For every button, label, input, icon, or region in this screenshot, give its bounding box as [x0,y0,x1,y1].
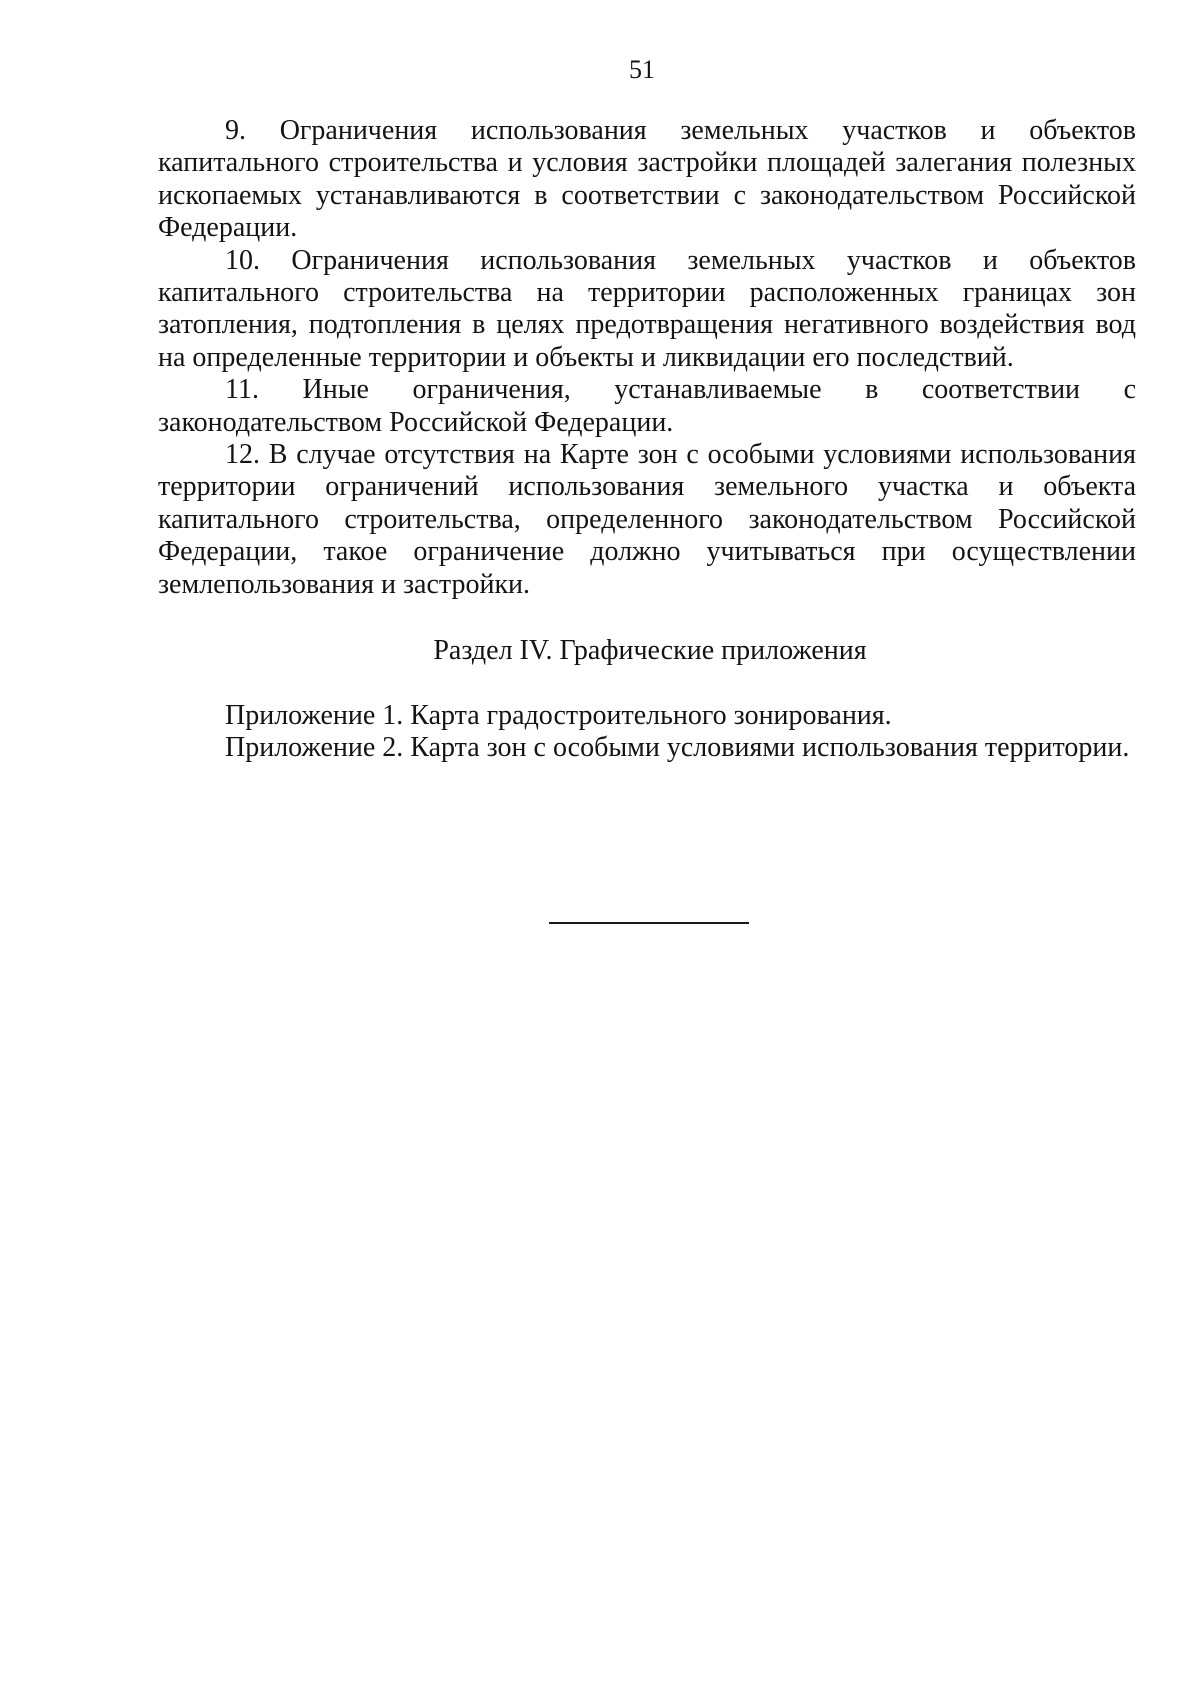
paragraph-item-12: 12. В случае отсутствия на Карте зон с особыми условиями использования территории ограничений использования земельного участка и объекта капитального строительства, определенного законодательством Российской Федерации, такое ограничение должно учитываться при осуществлении землепользования и застройки. [158,439,1136,600]
page-number: 51 [629,55,655,84]
restrictions-list [158,115,1136,601]
paragraph-item-9: 9. Ограничения использования земельных участков и объектов капитального строительства и условия застройки площадей залегания полезных ископаемых устанавливаются в соответствии с законодательством Российской Федерации. [158,115,1136,244]
paragraph-item-11: 11. Иные ограничения, устанавливаемые в соответствии с законодательством Российской Федерации. [158,374,1136,438]
end-of-document-divider [549,922,749,924]
section-heading: Раздел IV. Графические приложения [433,635,867,666]
appendix-item-1: Приложение 1. Карта градостроительного зонирования. [225,700,892,731]
appendix-item-2: Приложение 2. Карта зон с особыми условиями использования территории. [225,732,1130,764]
paragraph-item-10: 10. Ограничения использования земельных участков и объектов капитального строительства на территории расположенных границах зон затопления, подтопления в целях предотвращения негативного воздействия вод на определенные территории и объекты и ликвидации его последствий. [158,244,1136,373]
appendix-list [158,700,1136,765]
